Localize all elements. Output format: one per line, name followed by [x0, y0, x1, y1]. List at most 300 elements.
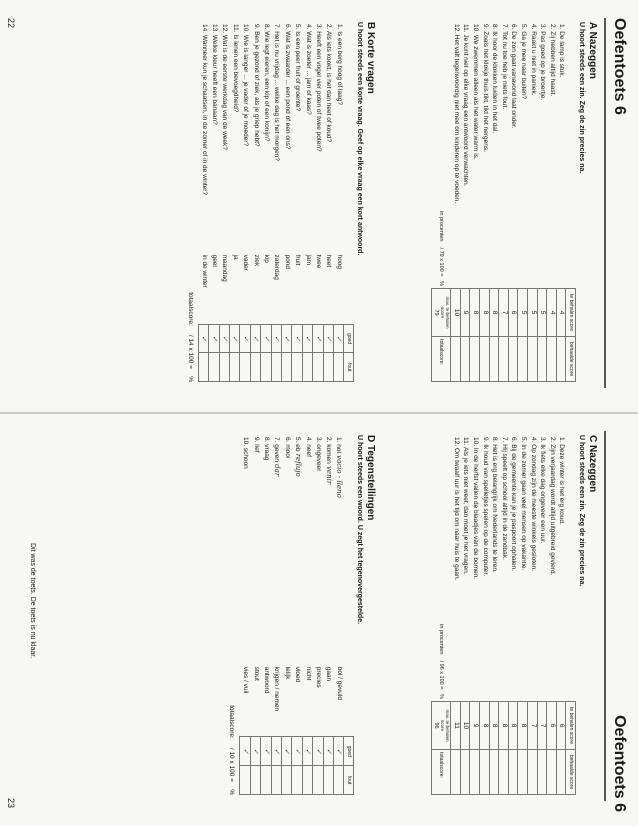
table-row	[556, 435, 566, 795]
good-check-cell	[302, 324, 312, 353]
good-check-cell	[323, 737, 333, 766]
table-row	[271, 22, 281, 382]
col-wrong: fout	[344, 353, 354, 382]
section-b-total	[187, 22, 194, 382]
good-check-cell	[292, 737, 302, 766]
table-row	[292, 22, 302, 382]
table-row	[250, 22, 260, 382]
good-check-cell	[334, 324, 344, 353]
table-row	[261, 22, 271, 382]
question-text: 3. Heeft een vogel vier poten of twee poten?	[315, 24, 323, 152]
check-mark-icon: ✓	[272, 748, 281, 755]
table-row	[323, 435, 333, 795]
max-score-cell: 9	[470, 701, 480, 749]
check-mark-icon: ✓	[293, 335, 302, 342]
page-title: Oefentoets 6	[611, 715, 628, 812]
total-label: totaalscore:	[431, 337, 450, 382]
question-text: 9. Ben je gezond of ziek, als je griep hebt?	[252, 24, 260, 147]
wrong-check-cell	[292, 766, 302, 795]
total-label: totaalscore:	[431, 750, 450, 795]
page-number: 23	[6, 797, 16, 808]
question-text: 5. eb reflujo	[293, 437, 302, 477]
table-row	[518, 22, 528, 382]
check-mark-icon: ✓	[210, 335, 219, 342]
answer-text: lelijk	[283, 666, 291, 680]
section-heading: B Korte vragen	[365, 22, 376, 94]
good-check-cell	[240, 737, 250, 766]
max-score-cell: 8	[499, 701, 509, 749]
answer-text: gaan	[325, 666, 333, 682]
section-heading: C Nazeggen	[587, 435, 598, 493]
max-label: max. te behalen score	[440, 296, 451, 329]
check-mark-icon: ✓	[200, 335, 209, 342]
answer-text: hoog	[335, 254, 343, 270]
max-score-cell: 6	[547, 701, 557, 749]
footer-pct: %	[438, 694, 445, 699]
check-mark-icon: ✓	[304, 748, 313, 755]
check-mark-icon: ✓	[283, 748, 292, 755]
section-b-rows	[198, 22, 344, 382]
achieved-score-cell	[518, 750, 528, 795]
answer-text: fruit	[294, 254, 302, 266]
max-score-cell: 6	[508, 288, 518, 336]
max-score-cell: 10	[460, 701, 470, 749]
check-mark-icon: ✓	[241, 335, 250, 342]
table-row	[451, 435, 461, 795]
max-score-cell: 8	[518, 701, 528, 749]
question-text: 4. Wat is zoeter ... jam of kaas?	[304, 24, 312, 115]
wrong-check-cell	[292, 353, 302, 382]
section-d-table	[239, 435, 354, 795]
table-row	[537, 435, 547, 795]
table-row	[250, 435, 260, 795]
table-header	[566, 22, 576, 382]
answer-text: in de winter	[200, 254, 208, 288]
col-wrong: fout	[344, 766, 354, 795]
achieved-score-cell	[499, 750, 509, 795]
achieved-score-cell	[460, 337, 470, 382]
table-row	[451, 22, 461, 382]
max-score: 96	[433, 722, 440, 729]
good-check-cell	[250, 737, 260, 766]
max-score-cell: 11	[451, 701, 461, 749]
sentence-text: 7. Tot nu toe heb je niets fout.	[500, 24, 508, 110]
table-row	[489, 22, 499, 382]
total-pct: %	[228, 789, 236, 795]
question-text: 13. Welke kleur heeft een banaan?	[211, 24, 219, 125]
total-formula: / 10 x 100 =	[228, 747, 236, 782]
sentence-text: 4. Raakt u niet in paniek.	[529, 24, 537, 96]
question-text: 2. Als iets kookt, is het dan heet of koud?	[325, 24, 333, 143]
col-score: te behalen score	[566, 701, 576, 749]
check-mark-icon: ✓	[293, 748, 302, 755]
wrong-check-cell	[261, 353, 271, 382]
wrong-check-cell	[240, 766, 250, 795]
sentence-text: 12. Om twaalf uur is het tijd om naar huis te gaan.	[452, 437, 460, 581]
right-page	[0, 413, 638, 826]
question-text: 11. Is lenen een bevoegdheid?	[231, 24, 239, 113]
footer-formula: / 96 x 100 =	[438, 660, 445, 690]
page-title: Oefentoets 6	[611, 18, 628, 115]
wrong-check-cell	[261, 766, 271, 795]
check-mark-icon: ✓	[335, 335, 344, 342]
table-row	[489, 435, 499, 795]
wrong-check-cell	[323, 353, 333, 382]
section-heading: D Tegenstellingen	[365, 435, 376, 521]
answer-text: vloed	[294, 666, 302, 683]
wrong-check-cell	[281, 353, 291, 382]
answer-text: ja	[231, 254, 239, 260]
wrong-check-cell	[302, 353, 312, 382]
max-score-cell: 5	[528, 288, 538, 336]
achieved-score-cell	[556, 750, 566, 795]
max-score-cell: 4	[556, 288, 566, 336]
question-text: 6. mooi	[283, 437, 291, 459]
section-instruction: U hoort steeds een zin. Zeg de zin precies na.	[578, 435, 585, 587]
max-score-cell: 7	[499, 288, 509, 336]
good-check-cell	[271, 324, 281, 353]
answer-text: vader	[242, 254, 250, 271]
table-row	[470, 435, 480, 795]
section-c-rows	[451, 435, 566, 795]
question-text: 7. Het is nu vrijdag ... welke dag is het morgen?	[273, 24, 281, 161]
sentence-text: 6. De zon gaat vanavond laat onder.	[510, 24, 518, 129]
wrong-check-cell	[271, 353, 281, 382]
col-achieved: behaalde score	[566, 337, 576, 382]
answer-text: precies	[315, 666, 323, 688]
check-mark-icon: ✓	[252, 335, 261, 342]
sentence-text: 8. Ik hoor de klokken luiden in het dal.	[491, 24, 499, 134]
good-check-cell	[261, 324, 271, 353]
wrong-check-cell	[313, 766, 323, 795]
good-check-cell	[302, 737, 312, 766]
achieved-score-cell	[528, 337, 538, 382]
sentence-text: 3. Ik fiets elke dag ongeveer een uur.	[539, 437, 547, 544]
max-score-cell: 4	[547, 288, 557, 336]
section-a	[431, 22, 598, 382]
answer-text: geel	[211, 254, 219, 267]
wrong-check-cell	[281, 766, 291, 795]
table-row	[508, 435, 518, 795]
sentence-text: 12. Het valt tegenwoordig niet mee om kinderen op te voeden.	[452, 24, 460, 204]
question-text: 14. Wanneer kun je schaatsen, in de zomer of in de winter?	[200, 24, 208, 196]
total-label: totaalscore:	[228, 705, 236, 739]
section-d-rows	[240, 435, 344, 795]
question-text: 10. Wie is langer ... je vader of je moeder?	[242, 24, 250, 147]
max-score-cell: 8	[470, 288, 480, 336]
question-text: 5. Is een peer fruit of groente?	[294, 24, 302, 112]
table-row	[261, 435, 271, 795]
table-row	[334, 435, 344, 795]
check-mark-icon: ✓	[304, 335, 313, 342]
check-mark-icon: ✓	[325, 335, 333, 342]
answer-text: pond	[283, 254, 291, 270]
check-mark-icon: ✓	[314, 335, 323, 342]
sentence-text: 5. Ga je mee naar buiten?	[519, 24, 527, 100]
check-mark-icon: ✓	[252, 748, 261, 755]
table-header	[344, 22, 354, 382]
achieved-score-cell	[537, 750, 547, 795]
sentence-text: 9. Zoals het klokje thuis tikt, tikt het nergens.	[481, 24, 489, 152]
good-check-cell	[250, 324, 260, 353]
question-text: 9. lief	[252, 437, 260, 453]
table-row	[281, 435, 291, 795]
answer-text: ziek	[252, 254, 260, 267]
col-good: goed	[344, 737, 354, 766]
sentence-text: 10. We zwemmen alleen als het water warm is.	[471, 24, 479, 160]
sentence-text: 6. Bij de gemeente kan je je paspoort ophalen.	[510, 437, 518, 572]
section-instruction: U hoort steeds een korte vraag. Geef op elke vraag een kort antwoord.	[356, 22, 363, 256]
check-mark-icon: ✓	[272, 335, 281, 342]
table-footer	[431, 435, 450, 795]
table-row	[460, 435, 470, 795]
table-row	[240, 22, 250, 382]
handwritten-note: dar	[272, 461, 281, 477]
section-b-table	[198, 22, 354, 382]
good-check-cell	[271, 737, 281, 766]
answer-text: jam	[304, 254, 312, 266]
check-mark-icon: ✓	[335, 748, 344, 755]
check-mark-icon: ✓	[220, 335, 229, 342]
wrong-check-cell	[271, 766, 281, 795]
table-header	[566, 435, 576, 795]
table-row	[499, 22, 509, 382]
achieved-score-cell	[547, 337, 557, 382]
answer-text: heet	[325, 254, 333, 268]
table-row	[302, 435, 312, 795]
footer-label: in procenten	[438, 624, 445, 655]
check-mark-icon: ✓	[314, 748, 323, 755]
sentence-text: 7. Hij speelt op school altijd in de zandbak.	[500, 437, 508, 560]
achieved-score-cell	[489, 750, 499, 795]
col-score: te behalen score	[566, 288, 576, 336]
table-row	[229, 22, 239, 382]
table-row	[460, 22, 470, 382]
section-instruction: U hoort steeds een woord. U zegt het tegenovergestelde.	[356, 435, 363, 625]
good-check-cell	[229, 324, 239, 353]
footer-pct: %	[438, 281, 445, 286]
max-score-cell: 8	[489, 701, 499, 749]
wrong-check-cell	[250, 766, 260, 795]
max-score-cell: 8	[480, 288, 490, 336]
wrong-check-cell	[302, 766, 312, 795]
max-score-cell: 8	[508, 701, 518, 749]
table-row	[198, 22, 208, 382]
question-text: 1. hol vacio - lleno	[335, 437, 344, 498]
table-row	[547, 22, 557, 382]
good-check-cell	[323, 324, 333, 353]
wrong-check-cell	[334, 766, 344, 795]
section-c	[431, 435, 598, 795]
table-row	[240, 435, 250, 795]
section-d	[228, 435, 376, 795]
table-row	[313, 22, 323, 382]
achieved-score-cell	[547, 750, 557, 795]
question-text: 1. Is een berg hoog of laag?	[335, 24, 343, 105]
good-check-cell	[261, 737, 271, 766]
col-good: goed	[344, 324, 354, 353]
question-text: 4. neef	[304, 437, 312, 457]
wrong-check-cell	[240, 353, 250, 382]
achieved-score-cell	[508, 337, 518, 382]
title-rule	[604, 431, 606, 801]
end-note: Dit was de toets. De toets is nu klaar.	[29, 543, 36, 659]
good-check-cell	[240, 324, 250, 353]
max-score-cell: 8	[489, 288, 499, 336]
achieved-score-cell	[518, 337, 528, 382]
wrong-check-cell	[219, 353, 229, 382]
good-check-cell	[313, 737, 323, 766]
answer-text: kip	[263, 254, 271, 263]
answer-text: antwoord	[263, 666, 271, 694]
table-row	[323, 22, 333, 382]
table-row	[499, 435, 509, 795]
good-check-cell	[219, 324, 229, 353]
table-row	[209, 22, 219, 382]
wrong-check-cell	[334, 353, 344, 382]
achieved-score-cell	[508, 750, 518, 795]
answer-text: krijgen / nemen	[273, 666, 281, 712]
wrong-check-cell	[209, 353, 219, 382]
answer-text: twee	[315, 254, 323, 269]
page-number: 22	[6, 18, 16, 29]
sentence-text: 8. Het is erg belangrijk om Nederlands te leren.	[491, 437, 499, 573]
max-score-cell: 8	[480, 701, 490, 749]
achieved-score-cell	[451, 337, 461, 382]
max-score-cell: 5	[537, 288, 547, 336]
answer-text: bol / gevuld	[335, 666, 343, 700]
table-row	[480, 22, 490, 382]
question-text: 8. vraag	[263, 437, 271, 461]
table-row	[480, 435, 490, 795]
table-row	[271, 435, 281, 795]
check-mark-icon: ✓	[262, 748, 271, 755]
check-mark-icon: ✓	[231, 335, 240, 342]
sentence-text: 3. Pas goed op je broertje.	[539, 24, 547, 101]
question-text: 10. schoon	[242, 437, 250, 469]
sentence-text: 2. Zij hebben altijd haast.	[548, 24, 556, 97]
achieved-score-cell	[460, 750, 470, 795]
achieved-score-cell	[528, 750, 538, 795]
section-heading: A Nazeggen	[587, 22, 598, 79]
sentence-text: 4. Op zondag zijn de meeste winkels gesloten.	[529, 437, 537, 572]
section-a-rows	[451, 22, 566, 382]
handwritten-note: reflujo	[293, 451, 302, 477]
sentence-text: 10. In de herfst vallen de blaadjes van de bomen.	[471, 437, 479, 580]
good-check-cell	[209, 324, 219, 353]
total-formula: / 14 x 100 =	[186, 334, 194, 369]
achieved-score-cell	[480, 750, 490, 795]
title-rule	[604, 18, 606, 388]
question-text: 7. geven dar	[272, 437, 281, 477]
achieved-score-cell	[556, 337, 566, 382]
table-row	[528, 435, 538, 795]
max-score-cell: 6	[556, 701, 566, 749]
max-score-cell: 7	[528, 701, 538, 749]
section-c-table	[431, 435, 576, 795]
answer-text: stout	[252, 666, 260, 681]
section-d-total	[228, 435, 235, 795]
handwritten-note: venir	[325, 463, 333, 485]
sentence-text: 5. In de zomer gaan veel mensen op vakantie.	[519, 437, 527, 571]
sentence-text: 1. De lamp is stuk.	[558, 24, 566, 78]
question-text: 12. Wat is de eerste werkdag van de week?	[221, 24, 229, 150]
max-score-cell: 5	[518, 288, 528, 336]
footer-label: in procenten	[438, 211, 445, 242]
table-row	[518, 435, 528, 795]
footer-formula: / 79 x 100 =	[438, 247, 445, 277]
total-label: totaalscore:	[186, 292, 194, 326]
wrong-check-cell	[250, 353, 260, 382]
achieved-score-cell	[499, 337, 509, 382]
check-mark-icon: ✓	[325, 748, 333, 755]
table-row	[508, 22, 518, 382]
question-text: 8. Wie legt eieren, een kip of een konijn?	[263, 24, 271, 142]
table-row	[528, 22, 538, 382]
section-b	[187, 22, 376, 382]
section-a-table	[431, 22, 576, 382]
table-row	[281, 22, 291, 382]
wrong-check-cell	[229, 353, 239, 382]
achieved-score-cell	[489, 337, 499, 382]
achieved-score-cell	[480, 337, 490, 382]
good-check-cell	[334, 737, 344, 766]
answer-text: vies / vuil	[242, 666, 250, 694]
check-mark-icon: ✓	[262, 335, 271, 342]
question-text: 2. komen venir	[325, 437, 333, 485]
sentence-text: 11. Je kunt niet op elke vraag een antwoord verwachten.	[462, 24, 470, 187]
table-row	[313, 435, 323, 795]
answer-text: nicht	[304, 666, 312, 681]
check-mark-icon: ✓	[241, 748, 250, 755]
sentence-text: 1. Deze winter is het erg koud.	[558, 437, 566, 525]
table-row	[537, 22, 547, 382]
wrong-check-cell	[323, 766, 333, 795]
table-footer	[431, 22, 450, 382]
good-check-cell	[198, 324, 208, 353]
answer-text: zaterdag	[273, 254, 281, 280]
table-row	[302, 22, 312, 382]
good-check-cell	[281, 737, 291, 766]
table-row	[219, 22, 229, 382]
question-text: 3. ongeveer	[315, 437, 323, 472]
question-text: 6. Wat is zwaarder ... een pond of een ons?	[283, 24, 291, 150]
table-row	[547, 435, 557, 795]
table-row	[334, 22, 344, 382]
table-header	[344, 435, 354, 795]
good-check-cell	[281, 324, 291, 353]
section-instruction: U hoort steeds een zin. Zeg de zin precies na.	[578, 22, 585, 174]
good-check-cell	[313, 324, 323, 353]
table-row	[470, 22, 480, 382]
max-score: 79	[433, 309, 440, 316]
max-label: max. te behalen score	[440, 709, 451, 742]
achieved-score-cell	[470, 337, 480, 382]
sentence-text: 9. Ik houd van spelletjes spelen op de computer.	[481, 437, 489, 577]
check-mark-icon: ✓	[283, 335, 292, 342]
handwritten-note: vacio - lleno	[335, 452, 344, 498]
wrong-check-cell	[198, 353, 208, 382]
sentence-text: 2. Zijn verjaardag wordt altijd uitgebreid gevierd.	[548, 437, 556, 576]
achieved-score-cell	[451, 750, 461, 795]
good-check-cell	[292, 324, 302, 353]
table-row	[292, 435, 302, 795]
achieved-score-cell	[470, 750, 480, 795]
max-score-cell: 10	[451, 288, 461, 336]
max-score-cell: 7	[537, 701, 547, 749]
sentence-text: 11. Als je iets niet weet, dan moet je het vragen.	[462, 437, 470, 575]
total-pct: %	[186, 376, 194, 382]
